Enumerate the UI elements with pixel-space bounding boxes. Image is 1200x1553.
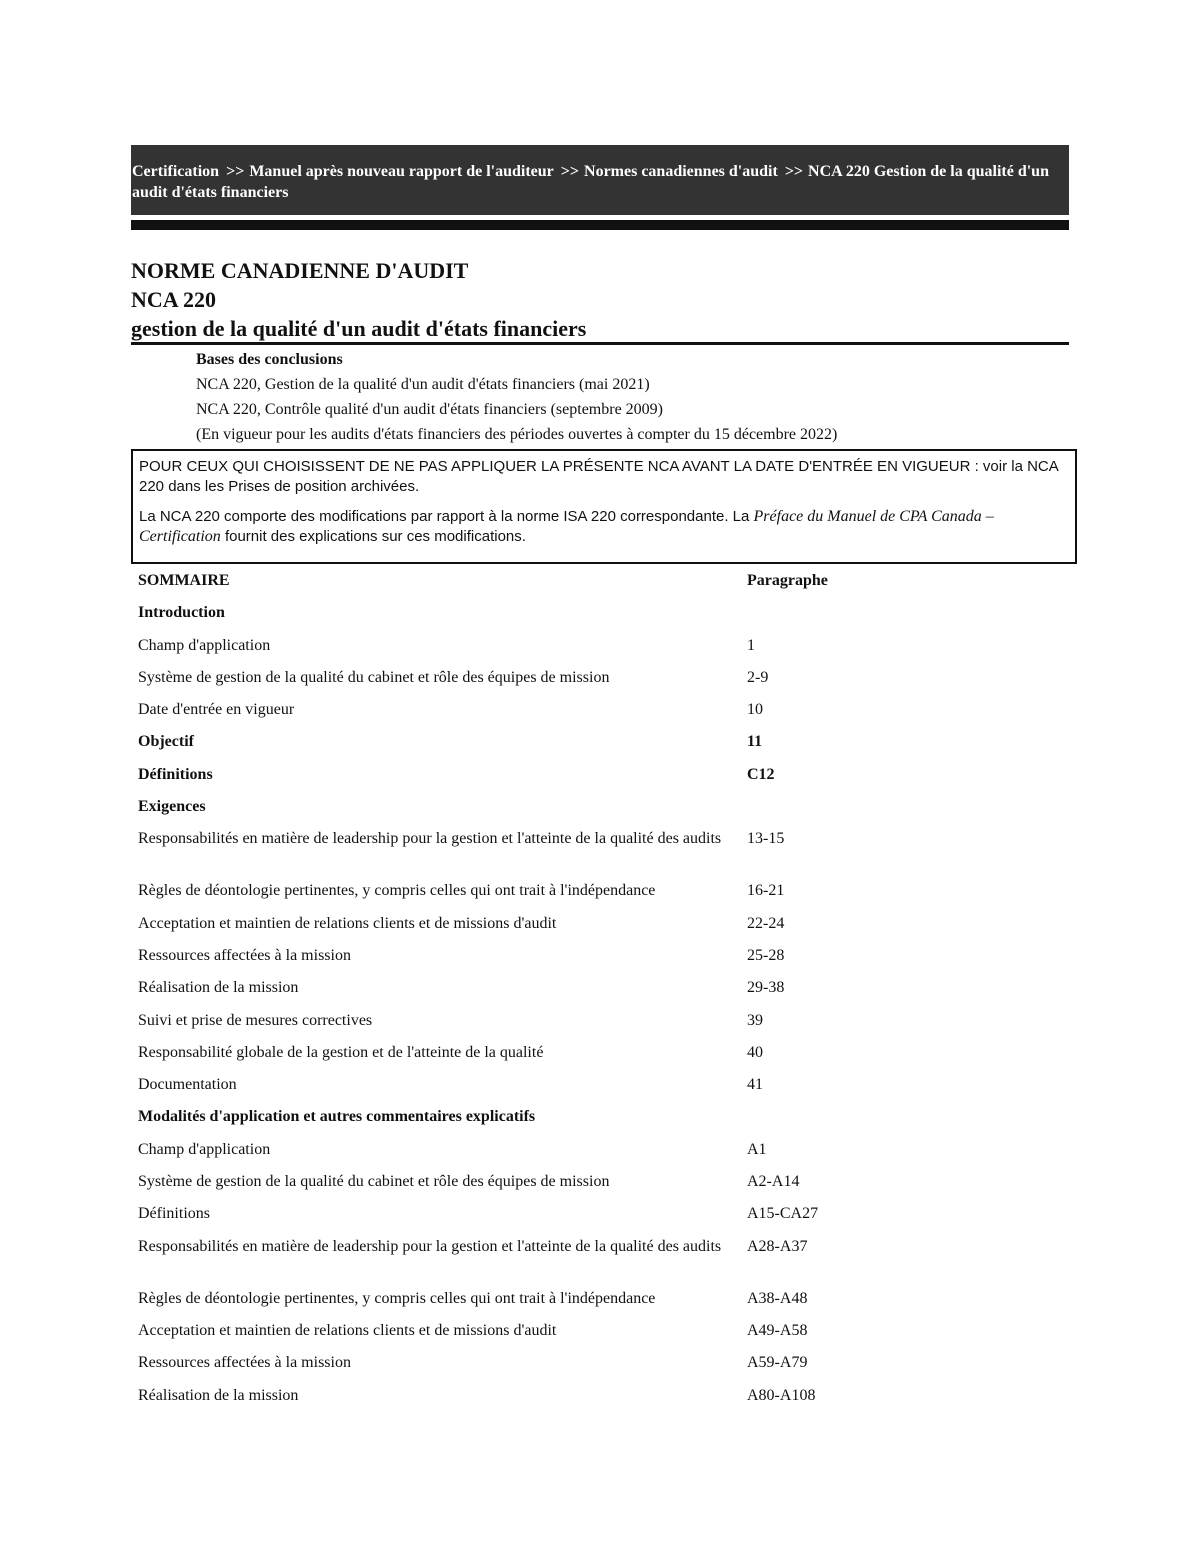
notice-paragraph-modifications <box>139 507 1067 547</box>
breadcrumb-separator: >> <box>226 163 245 180</box>
toc-row[interactable] <box>138 760 1078 792</box>
preface-link[interactable]: Préface du Manuel de CPA Canada – Certification <box>139 508 994 545</box>
toc-row-label[interactable]: Responsabilités en matière de leadership pour la gestion et l'atteinte de la qualité des audits <box>138 1237 722 1255</box>
toc-row-paragraph: 22-24 <box>747 914 785 932</box>
toc-row-paragraph: C12 <box>747 765 775 783</box>
effective-date-note: (En vigueur pour les audits d'états financiers des périodes ouvertes à compter du 15 décembre 2022) <box>196 426 838 443</box>
toc-row-label[interactable]: Documentation <box>138 1076 237 1094</box>
breadcrumb-item-nca-220[interactable]: NCA 220 Gestion de la qualité d'un audit d'états financiers <box>132 163 1049 201</box>
toc-row-paragraph: 11 <box>747 733 763 751</box>
toc-row[interactable] <box>138 1232 1078 1284</box>
toc-row-paragraph: 10 <box>747 701 763 719</box>
page-title <box>131 256 1069 343</box>
bases-line[interactable]: NCA 220, Gestion de la qualité d'un audit d'états financiers (mai 2021) <box>196 376 650 393</box>
toc-row[interactable] <box>138 695 1078 727</box>
toc-row[interactable] <box>138 973 1078 1005</box>
toc-row[interactable] <box>138 824 1078 876</box>
toc-row-label[interactable]: Introduction <box>138 604 225 622</box>
bases-section <box>196 350 1066 450</box>
breadcrumb-separator: >> <box>784 163 804 180</box>
toc-row[interactable] <box>138 1348 1078 1380</box>
toc-row-paragraph: A15-CA27 <box>747 1205 819 1223</box>
toc-row-paragraph: 40 <box>747 1043 763 1061</box>
toc-row[interactable] <box>138 941 1078 973</box>
breadcrumb <box>131 145 1069 215</box>
bases-line[interactable]: NCA 220, Contrôle qualité d'un audit d'états financiers (septembre 2009) <box>196 401 663 418</box>
toc-row[interactable] <box>138 1284 1078 1316</box>
toc-row-paragraph: A1 <box>747 1140 767 1158</box>
toc-row-paragraph: 25-28 <box>747 946 785 964</box>
toc-row[interactable] <box>138 1038 1078 1070</box>
toc-row-paragraph: A59-A79 <box>747 1354 808 1372</box>
breadcrumb-separator: >> <box>560 163 580 180</box>
toc-row-label[interactable]: Suivi et prise de mesures correctives <box>138 1011 373 1029</box>
toc-row-paragraph: A80-A108 <box>747 1386 816 1404</box>
title-line-number: NCA 220 <box>131 287 216 312</box>
breadcrumb-item-manuel[interactable]: Manuel après nouveau rapport de l'auditeur <box>249 163 554 180</box>
toc-row[interactable] <box>138 1167 1078 1199</box>
toc-row-label[interactable]: Règles de déontologie pertinentes, y compris celles qui ont trait à l'indépendance <box>138 882 656 900</box>
breadcrumb-item-certification[interactable]: Certification <box>132 163 220 180</box>
toc-row-label[interactable]: Acceptation et maintien de relations clients et de missions d'audit <box>138 1321 557 1339</box>
toc-row[interactable] <box>138 727 1078 759</box>
toc-row-label[interactable]: Exigences <box>138 798 206 816</box>
toc-row-label[interactable]: Système de gestion de la qualité du cabinet et rôle des équipes de mission <box>138 1173 610 1191</box>
toc-row-label[interactable]: Objectif <box>138 733 194 751</box>
toc-row-label[interactable]: Responsabilité globale de la gestion et de l'atteinte de la qualité <box>138 1043 544 1061</box>
toc-row-label[interactable]: Champ d'application <box>138 636 271 654</box>
toc-row[interactable] <box>138 1070 1078 1102</box>
toc-row-label[interactable]: Modalités d'application et autres commentaires explicatifs <box>138 1108 536 1126</box>
toc-row-label[interactable]: Acceptation et maintien de relations clients et de missions d'audit <box>138 914 557 932</box>
notice-paragraph-archived: POUR CEUX QUI CHOISISSENT DE NE PAS APPLIQUER LA PRÉSENTE NCA AVANT LA DATE D'ENTRÉE EN VIGUEUR : voir la NCA 220 dans les Prises de position archivées. <box>139 458 1058 495</box>
toc-row-paragraph: 1 <box>747 636 755 654</box>
table-of-contents <box>138 566 1078 1413</box>
toc-row[interactable] <box>138 1381 1078 1413</box>
toc-row-label[interactable]: Système de gestion de la qualité du cabinet et rôle des équipes de mission <box>138 668 610 686</box>
toc-row-label[interactable]: Date d'entrée en vigueur <box>138 701 295 719</box>
toc-header-label: SOMMAIRE <box>138 572 230 589</box>
toc-row-label[interactable]: Réalisation de la mission <box>138 1386 299 1404</box>
toc-row[interactable] <box>138 1006 1078 1038</box>
toc-row[interactable] <box>138 1199 1078 1231</box>
toc-row-label[interactable]: Ressources affectées à la mission <box>138 946 351 964</box>
bases-heading[interactable]: Bases des conclusions <box>196 351 343 368</box>
toc-row-paragraph: 39 <box>747 1011 763 1029</box>
toc-header-row <box>138 566 1078 598</box>
toc-section-heading[interactable] <box>138 792 1078 824</box>
toc-row-paragraph: 29-38 <box>747 979 785 997</box>
toc-section-heading[interactable] <box>138 598 1078 630</box>
toc-row[interactable] <box>138 1316 1078 1348</box>
toc-row-paragraph: 41 <box>747 1076 763 1094</box>
toc-row-label[interactable]: Responsabilités en matière de leadership pour la gestion et l'atteinte de la qualité des audits <box>138 830 722 848</box>
title-line-subject: gestion de la qualité d'un audit d'états financiers <box>131 316 587 341</box>
title-divider <box>131 342 1069 345</box>
toc-row[interactable] <box>138 663 1078 695</box>
toc-row-paragraph: A49-A58 <box>747 1321 808 1339</box>
toc-header-paragraph: Paragraphe <box>747 572 828 589</box>
toc-rows <box>138 598 1078 1413</box>
toc-row[interactable] <box>138 909 1078 941</box>
toc-row-label[interactable]: Définitions <box>138 1205 210 1223</box>
toc-row-paragraph: 16-21 <box>747 882 785 900</box>
toc-row[interactable] <box>138 1135 1078 1167</box>
toc-row-label[interactable]: Réalisation de la mission <box>138 979 299 997</box>
header-divider <box>131 220 1069 230</box>
toc-row-paragraph: 2-9 <box>747 668 769 686</box>
toc-row-label[interactable]: Règles de déontologie pertinentes, y compris celles qui ont trait à l'indépendance <box>138 1289 656 1307</box>
toc-row[interactable] <box>138 631 1078 663</box>
toc-section-heading[interactable] <box>138 1102 1078 1134</box>
toc-row-paragraph: A2-A14 <box>747 1173 800 1191</box>
notice-text: fournit des explications sur ces modifications. <box>220 528 526 545</box>
toc-row[interactable] <box>138 876 1078 908</box>
toc-row-paragraph: A38-A48 <box>747 1289 808 1307</box>
title-line-standard: NORME CANADIENNE D'AUDIT <box>131 258 469 283</box>
toc-row-label[interactable]: Champ d'application <box>138 1140 271 1158</box>
notice-box <box>131 449 1077 564</box>
notice-text: La NCA 220 comporte des modifications par rapport à la norme ISA 220 correspondante. La <box>139 508 754 525</box>
toc-row-label[interactable]: Définitions <box>138 765 213 783</box>
toc-row-paragraph: A28-A37 <box>747 1237 808 1255</box>
toc-row-label[interactable]: Ressources affectées à la mission <box>138 1354 351 1372</box>
toc-row-paragraph: 13-15 <box>747 830 785 848</box>
breadcrumb-item-normes[interactable]: Normes canadiennes d'audit <box>584 163 778 180</box>
